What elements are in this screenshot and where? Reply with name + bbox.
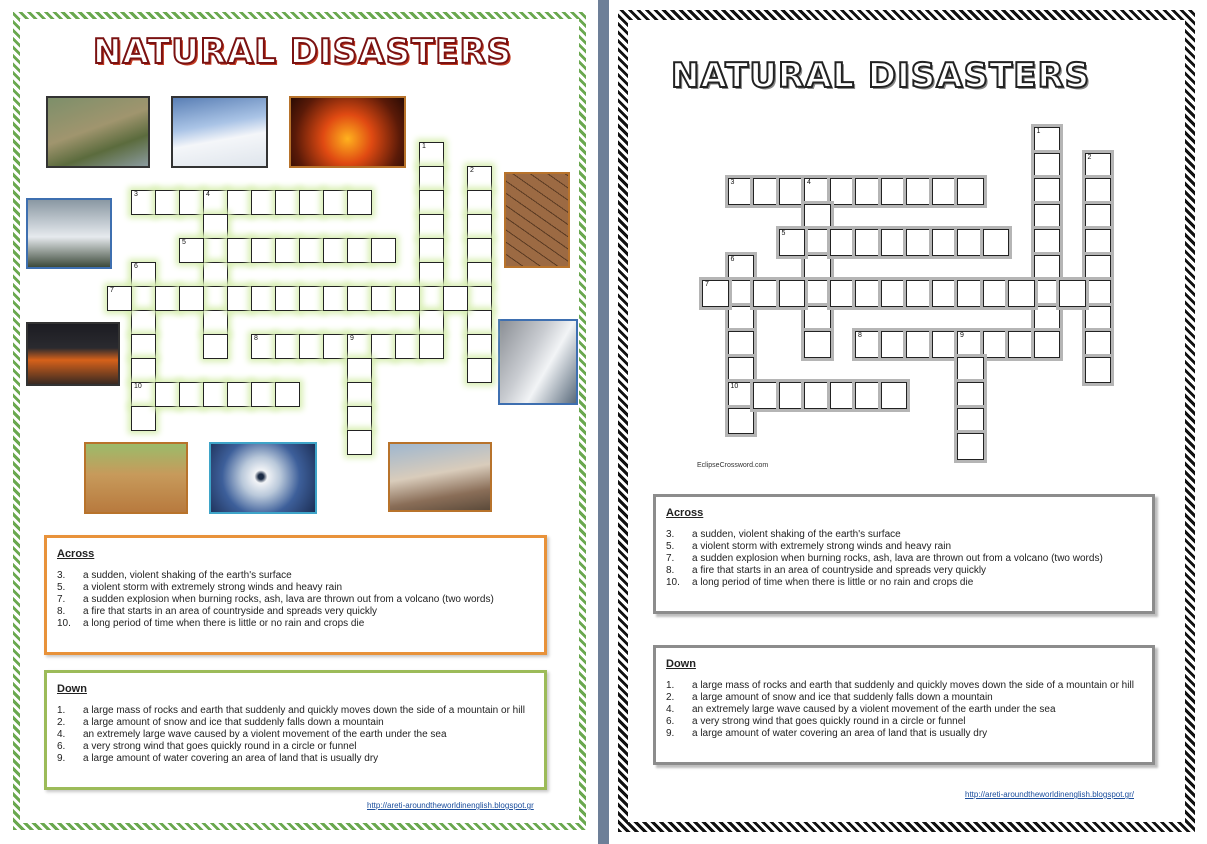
crossword-cell[interactable] (323, 190, 348, 215)
landslide-photo (46, 96, 150, 168)
clue-item (666, 529, 1142, 541)
clue-item (57, 606, 534, 618)
crossword-cell[interactable] (957, 408, 984, 435)
hurricane-photo (209, 442, 317, 514)
clue-item (666, 692, 1142, 704)
crossword-cell[interactable] (728, 306, 755, 333)
down-clues-box (44, 670, 547, 790)
crossword-cell[interactable] (983, 331, 1010, 358)
clue-number: 8. (57, 606, 66, 617)
clue-text: a sudden, violent shaking of the earth's surface (692, 529, 901, 540)
crossword-cell[interactable] (855, 331, 882, 358)
clue-text: a large amount of water covering an area of land that is usually dry (692, 728, 988, 739)
down-clues-box (653, 645, 1155, 765)
crossword-cell[interactable] (179, 286, 204, 311)
crossword-cell[interactable] (1034, 153, 1061, 180)
clue-number-label: 2 (1087, 153, 1092, 161)
crossword-cell[interactable] (881, 331, 908, 358)
clue-number: 7. (666, 553, 675, 564)
crossword-cell[interactable] (347, 238, 372, 263)
crossword-cell[interactable] (251, 190, 276, 215)
down-heading: Down (666, 658, 696, 670)
crossword-cell[interactable] (1085, 306, 1112, 333)
crossword-cell[interactable] (830, 178, 857, 205)
volcano-photo (26, 322, 120, 386)
crossword-cell[interactable] (702, 280, 729, 307)
crossword-cell[interactable] (203, 310, 228, 335)
crossword-cell[interactable] (932, 229, 959, 256)
crossword-cell[interactable] (906, 178, 933, 205)
crossword-cell[interactable] (131, 334, 156, 359)
crossword-cell[interactable] (227, 190, 252, 215)
crossword-cell[interactable] (1085, 280, 1112, 307)
tornado-photo (26, 198, 112, 269)
crossword-cell[interactable] (155, 190, 180, 215)
clue-number-label: 6 (134, 263, 138, 270)
crossword-cell[interactable] (1034, 127, 1061, 154)
crossword-cell[interactable] (1034, 306, 1061, 333)
crossword-cell[interactable] (251, 238, 276, 263)
crossword-cell[interactable] (804, 204, 831, 231)
crossword-cell[interactable] (227, 238, 252, 263)
crossword-cell[interactable] (347, 382, 372, 407)
crossword-cell[interactable] (804, 280, 831, 307)
crossword-cell[interactable] (957, 229, 984, 256)
across-clue-list (666, 529, 1142, 589)
crossword-cell[interactable] (275, 286, 300, 311)
clue-text: an extremely large wave caused by a violent movement of the earth under the sea (83, 729, 447, 740)
across-clues-box (44, 535, 547, 655)
crossword-cell[interactable] (804, 306, 831, 333)
clue-item (666, 553, 1142, 565)
across-clue-list (57, 570, 534, 630)
crossword-cell[interactable] (203, 214, 228, 239)
worksheet-title: NATURAL DISASTERS (93, 32, 513, 72)
crossword-cell[interactable] (728, 255, 755, 282)
crossword-cell[interactable] (906, 331, 933, 358)
clue-item (57, 729, 534, 741)
crossword-cell[interactable] (957, 433, 984, 460)
crossword-cell[interactable] (855, 229, 882, 256)
crossword-cell[interactable] (728, 331, 755, 358)
crossword-cell[interactable] (227, 286, 252, 311)
clue-number: 9. (666, 728, 675, 739)
crossword-cell[interactable] (728, 382, 755, 409)
crossword-cell[interactable] (467, 334, 492, 359)
drought-photo (504, 172, 570, 268)
crossword-cell[interactable] (983, 280, 1010, 307)
clue-text: a large amount of snow and ice that suddenly falls down a mountain (83, 717, 384, 728)
clue-number: 5. (666, 541, 675, 552)
clue-number: 5. (57, 582, 66, 593)
crossword-cell[interactable] (203, 190, 228, 215)
crossword-cell[interactable] (753, 382, 780, 409)
down-heading: Down (57, 683, 87, 695)
clue-number-label: 4 (807, 179, 811, 186)
crossword-cell[interactable] (179, 382, 204, 407)
crossword-cell[interactable] (957, 178, 984, 205)
clue-item (666, 716, 1142, 728)
crossword-cell[interactable] (1034, 331, 1061, 358)
crossword-cell[interactable] (1085, 255, 1112, 282)
crossword-cell[interactable] (419, 262, 444, 287)
clue-number-label: 7 (705, 281, 709, 288)
crossword-cell[interactable] (299, 286, 324, 311)
crossword-cell[interactable] (983, 229, 1010, 256)
clue-number-label: 6 (730, 255, 735, 263)
eclipse-credit: EclipseCrossword.com (697, 462, 769, 469)
clue-item (666, 704, 1142, 716)
avalanche-photo (171, 96, 268, 168)
clue-text: a sudden, violent shaking of the earth's surface (83, 570, 292, 581)
crossword-cell[interactable] (467, 310, 492, 335)
clue-number-label: 2 (470, 167, 474, 174)
crossword-cell[interactable] (131, 190, 156, 215)
clue-number-label: 10 (730, 383, 739, 390)
across-heading: Across (666, 507, 704, 519)
clue-text: a sudden explosion when burning rocks, ash, lava are thrown out from a volcano (two words) (83, 594, 494, 605)
clue-number-label: 3 (134, 191, 138, 198)
clue-number-label: 8 (254, 335, 258, 342)
crossword-cell[interactable] (804, 229, 831, 256)
crossword-cell[interactable] (1085, 178, 1112, 205)
crossword-cell[interactable] (855, 280, 882, 307)
tsunami-photo (498, 319, 578, 405)
crossword-cell[interactable] (299, 238, 324, 263)
crossword-cell[interactable] (347, 334, 372, 359)
crossword-cell[interactable] (932, 178, 959, 205)
crossword-cell[interactable] (779, 229, 806, 256)
crossword-cell[interactable] (804, 255, 831, 282)
crossword-cell[interactable] (395, 286, 420, 311)
clue-text: a fire that starts in an area of countryside and spreads very quickly (83, 606, 378, 617)
crossword-cell[interactable] (419, 334, 444, 359)
blog-link[interactable]: http://areti-aroundtheworldinenglish.blogspot.gr (367, 801, 534, 810)
crossword-cell[interactable] (467, 166, 492, 191)
crossword-cell[interactable] (299, 334, 324, 359)
crossword-cell[interactable] (1034, 280, 1061, 307)
crossword-cell[interactable] (323, 286, 348, 311)
crossword-cell[interactable] (275, 334, 300, 359)
clue-text: a large amount of snow and ice that suddenly falls down a mountain (692, 692, 993, 703)
crossword-cell[interactable] (347, 286, 372, 311)
clue-number-label: 10 (134, 383, 142, 390)
clue-number: 10. (57, 618, 71, 629)
wildfire-photo (289, 96, 406, 168)
clue-number: 1. (57, 705, 66, 716)
crossword-cell[interactable] (804, 178, 831, 205)
clue-item (666, 541, 1142, 553)
crossword-cell[interactable] (323, 238, 348, 263)
crossword-cell[interactable] (957, 357, 984, 384)
crossword-cell[interactable] (419, 310, 444, 335)
clue-text: a fire that starts in an area of countryside and spreads very quickly (692, 565, 987, 576)
clue-number: 3. (57, 570, 66, 581)
crossword-cell[interactable] (467, 238, 492, 263)
crossword-cell[interactable] (275, 238, 300, 263)
clue-item (57, 705, 534, 717)
clue-number: 8. (666, 565, 675, 576)
crossword-cell[interactable] (957, 331, 984, 358)
crossword-cell[interactable] (251, 382, 276, 407)
clue-item (57, 594, 534, 606)
crossword-cell[interactable] (1008, 280, 1035, 307)
crossword-cell[interactable] (467, 358, 492, 383)
crossword-cell[interactable] (467, 286, 492, 311)
worksheet-page-colored (0, 0, 598, 844)
crossword-cell[interactable] (881, 382, 908, 409)
clue-item (57, 753, 534, 765)
crossword-cell[interactable] (107, 286, 132, 311)
crossword-cell[interactable] (957, 280, 984, 307)
clue-item (666, 577, 1142, 589)
clue-number: 4. (666, 704, 675, 715)
crossword-cell[interactable] (155, 382, 180, 407)
clue-text: a violent storm with extremely strong winds and heavy rain (692, 541, 952, 552)
crossword-cell[interactable] (830, 280, 857, 307)
clue-text: a large mass of rocks and earth that suddenly and quickly moves down the side of a mountain or hill (692, 680, 1134, 691)
crossword-cell[interactable] (179, 238, 204, 263)
clue-item (666, 728, 1142, 740)
crossword-cell[interactable] (131, 310, 156, 335)
crossword-cell[interactable] (1008, 331, 1035, 358)
crossword-cell[interactable] (371, 334, 396, 359)
across-clues-box (653, 494, 1155, 614)
clue-text: a very strong wind that goes quickly round in a circle or funnel (83, 741, 357, 752)
crossword-cell[interactable] (728, 357, 755, 384)
crossword-cell[interactable] (830, 382, 857, 409)
crossword-cell[interactable] (932, 331, 959, 358)
crossword-cell[interactable] (1085, 153, 1112, 180)
crossword-cell[interactable] (299, 190, 324, 215)
crossword-cell[interactable] (227, 382, 252, 407)
crossword-cell[interactable] (131, 382, 156, 407)
crossword-cell[interactable] (419, 214, 444, 239)
crossword-cell[interactable] (753, 178, 780, 205)
clue-text: an extremely large wave caused by a violent movement of the earth under the sea (692, 704, 1056, 715)
crossword-cell[interactable] (1085, 204, 1112, 231)
earthquake-photo (388, 442, 492, 512)
clue-text: a violent storm with extremely strong winds and heavy rain (83, 582, 343, 593)
clue-number-label: 9 (960, 332, 964, 339)
clue-number: 6. (57, 741, 66, 752)
flood-photo (84, 442, 188, 514)
clue-number: 9. (57, 753, 66, 764)
worksheet-title: NATURAL DISASTERS (671, 56, 1091, 96)
crossword-cell[interactable] (131, 286, 156, 311)
crossword-cell[interactable] (467, 262, 492, 287)
crossword-cell[interactable] (881, 178, 908, 205)
crossword-cell[interactable] (728, 408, 755, 435)
crossword-cell[interactable] (1085, 357, 1112, 384)
crossword-cell[interactable] (1059, 280, 1086, 307)
clue-text: a large amount of water covering an area of land that is usually dry (83, 753, 379, 764)
crossword-cell[interactable] (131, 406, 156, 431)
clue-item (57, 717, 534, 729)
clue-text: a long period of time when there is little or no rain and crops die (83, 618, 365, 629)
clue-number-label: 1 (422, 143, 426, 150)
crossword-cell[interactable] (203, 286, 228, 311)
crossword-cell[interactable] (906, 229, 933, 256)
crossword-cell[interactable] (1085, 229, 1112, 256)
crossword-cell[interactable] (155, 286, 180, 311)
crossword-cell[interactable] (395, 334, 420, 359)
clue-number: 10. (666, 577, 680, 588)
crossword-cell[interactable] (855, 382, 882, 409)
clue-number-label: 9 (350, 335, 354, 342)
crossword-cell[interactable] (371, 286, 396, 311)
crossword-cell[interactable] (275, 382, 300, 407)
clue-number: 2. (666, 692, 675, 703)
blog-link[interactable]: http://areti-aroundtheworldinenglish.blogspot.gr/ (965, 790, 1134, 799)
crossword-cell[interactable] (347, 358, 372, 383)
clue-number: 6. (666, 716, 675, 727)
clue-text: a large mass of rocks and earth that suddenly and quickly moves down the side of a mountain or hill (83, 705, 525, 716)
crossword-cell[interactable] (1034, 255, 1061, 282)
crossword-cell[interactable] (467, 190, 492, 215)
crossword-cell[interactable] (443, 286, 468, 311)
clue-number: 2. (57, 717, 66, 728)
crossword-cell[interactable] (467, 214, 492, 239)
crossword-cell[interactable] (753, 280, 780, 307)
clue-item (57, 582, 534, 594)
crossword-cell[interactable] (1034, 229, 1061, 256)
crossword-cell[interactable] (347, 430, 372, 455)
clue-number-label: 4 (206, 191, 210, 198)
clue-text: a very strong wind that goes quickly round in a circle or funnel (692, 716, 966, 727)
clue-number-label: 3 (730, 179, 735, 186)
crossword-cell[interactable] (779, 178, 806, 205)
crossword-cell[interactable] (1034, 204, 1061, 231)
crossword-cell[interactable] (906, 280, 933, 307)
crossword-cell[interactable] (131, 358, 156, 383)
crossword-cell[interactable] (728, 280, 755, 307)
crossword-cell[interactable] (881, 280, 908, 307)
crossword-cell[interactable] (419, 190, 444, 215)
clue-number: 7. (57, 594, 66, 605)
clue-item (666, 680, 1142, 692)
crossword-cell[interactable] (881, 229, 908, 256)
crossword-cell[interactable] (203, 334, 228, 359)
crossword-cell[interactable] (275, 190, 300, 215)
crossword-cell[interactable] (779, 280, 806, 307)
crossword-cell[interactable] (419, 238, 444, 263)
clue-number-label: 5 (182, 239, 186, 246)
crossword-cell[interactable] (779, 382, 806, 409)
clue-item (57, 618, 534, 630)
worksheet-page-bw (609, 0, 1207, 844)
crossword-cell[interactable] (203, 262, 228, 287)
crossword-cell[interactable] (830, 229, 857, 256)
crossword-cell[interactable] (728, 178, 755, 205)
crossword-cell[interactable] (131, 262, 156, 287)
crossword-cell[interactable] (1034, 178, 1061, 205)
clue-item (57, 741, 534, 753)
clue-number: 4. (57, 729, 66, 740)
down-clue-list (57, 705, 534, 765)
crossword-cell[interactable] (419, 142, 444, 167)
clue-number-label: 5 (781, 230, 786, 237)
crossword-cell[interactable] (179, 190, 204, 215)
down-clue-list (666, 680, 1142, 740)
crossword-cell[interactable] (203, 238, 228, 263)
crossword-cell[interactable] (251, 286, 276, 311)
crossword-cell[interactable] (855, 178, 882, 205)
clue-text: a sudden explosion when burning rocks, ash, lava are thrown out from a volcano (two words) (692, 553, 1103, 564)
crossword-cell[interactable] (203, 382, 228, 407)
crossword-cell[interactable] (347, 190, 372, 215)
clue-number-label: 1 (1036, 128, 1041, 135)
clue-number: 3. (666, 529, 675, 540)
crossword-cell[interactable] (804, 382, 831, 409)
crossword-cell[interactable] (804, 331, 831, 358)
clue-number-label: 8 (858, 332, 862, 339)
clue-text: a long period of time when there is little or no rain and crops die (692, 577, 974, 588)
crossword-cell[interactable] (371, 238, 396, 263)
crossword-cell[interactable] (419, 286, 444, 311)
across-heading: Across (57, 548, 95, 560)
crossword-cell[interactable] (347, 406, 372, 431)
clue-item (57, 570, 534, 582)
clue-number-label: 7 (110, 287, 114, 294)
crossword-cell[interactable] (1085, 331, 1112, 358)
clue-number: 1. (666, 680, 675, 691)
crossword-cell[interactable] (932, 280, 959, 307)
crossword-cell[interactable] (957, 382, 984, 409)
crossword-cell[interactable] (323, 334, 348, 359)
crossword-cell[interactable] (419, 166, 444, 191)
crossword-cell[interactable] (251, 334, 276, 359)
clue-item (666, 565, 1142, 577)
